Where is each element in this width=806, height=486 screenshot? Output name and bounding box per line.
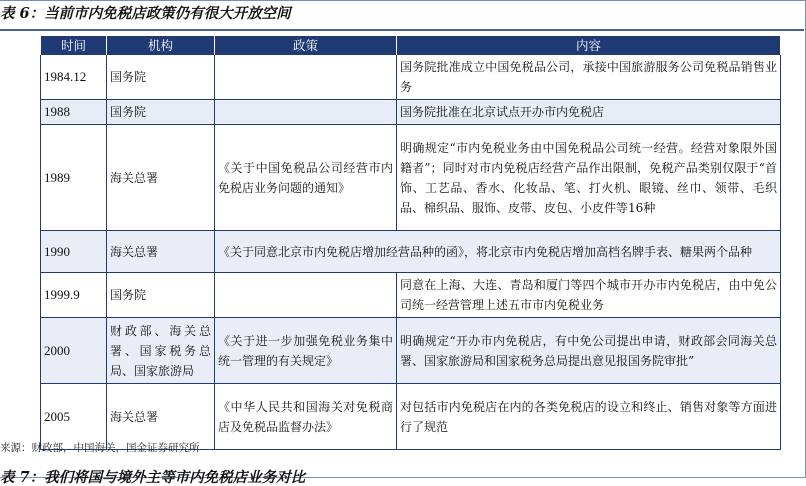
cell-year: 1988 [41,100,107,125]
column-header-content: 内容 [397,36,781,55]
table-row [41,318,781,384]
cell-year: 1990 [41,231,107,273]
table-row [41,273,781,318]
cell-policy: 《中华人民共和国海关对免税商店及免税品监督办法》 [215,384,397,450]
cell-content: 明确规定“开办市内免税店，有中免公司提出申请，财政部会同海关总署、国家旅游局和国家税务总局提出意见报国务院审批” [397,318,781,384]
cell-year: 1989 [41,125,107,231]
cell-policy [215,273,397,318]
table-header-row [41,36,781,55]
cell-org: 国务院 [107,273,215,318]
table-row [41,125,781,231]
cell-org: 国务院 [107,100,215,125]
cell-org: 海关总署 [107,125,215,231]
cell-year: 2000 [41,318,107,384]
next-table-caption: 表 7：我们将国与境外主等市内免税店业务对比 [0,469,306,486]
cell-year: 1984.12 [41,55,107,100]
cell-policy: 《关于进一步加强免税业务集中统一管理的有关规定》 [215,318,397,384]
caption-rule [0,29,804,31]
column-header-time: 时间 [41,36,107,55]
cell-policy [215,100,397,125]
cell-year: 2005 [41,384,107,450]
policy-table [40,36,781,450]
column-header-policy: 政策 [215,36,397,55]
cell-org: 海关总署 [107,384,215,450]
table-row [41,55,781,100]
cell-content: 国务院批准成立中国免税品公司，承接中国旅游服务公司免税品销售业务 [397,55,781,100]
column-header-org: 机构 [107,36,215,55]
cell-org: 财政部、海关总署、国家税务总局、国家旅游局 [107,318,215,384]
source-note: 来源：财政部，中国海关，国金证券研究所 [0,442,200,454]
cell-policy: 《关于中国免税品公司经营市内免税店业务问题的通知》 [215,125,397,231]
cell-policy-content: 《关于同意北京市内免税店增加经营品种的函》，将北京市内免税店增加高档名牌手表、糖果两个品种 [215,231,781,273]
table-row [41,231,781,273]
cell-year: 1999.9 [41,273,107,318]
table-row [41,100,781,125]
cell-org: 国务院 [107,55,215,100]
cell-org: 海关总署 [107,231,215,273]
cell-policy [215,55,397,100]
table-caption: 表 6：当前市内免税店政策仍有很大开放空间 [0,5,291,22]
cell-content: 对包括市内免税店在内的各类免税店的设立和终止、销售对象等方面进行了规范 [397,384,781,450]
cell-content: 同意在上海、大连、青岛和厦门等四个城市开办市内免税店，由中免公司统一经营管理上述五市市内免税业务 [397,273,781,318]
cell-content: 国务院批准在北京试点开办市内免税店 [397,100,781,125]
cell-content: 明确规定“市内免税业务由中国免税品公司统一经营。经营对象限外国籍者”；同时对市内免税店经营产品作出限制，免税产品类别仅限于“首饰、工艺品、香水、化妆品、笔、打火机、眼镜、丝巾、领带、毛织品、棉织品、服饰、皮带、皮包、小皮件等16种 [397,125,781,231]
